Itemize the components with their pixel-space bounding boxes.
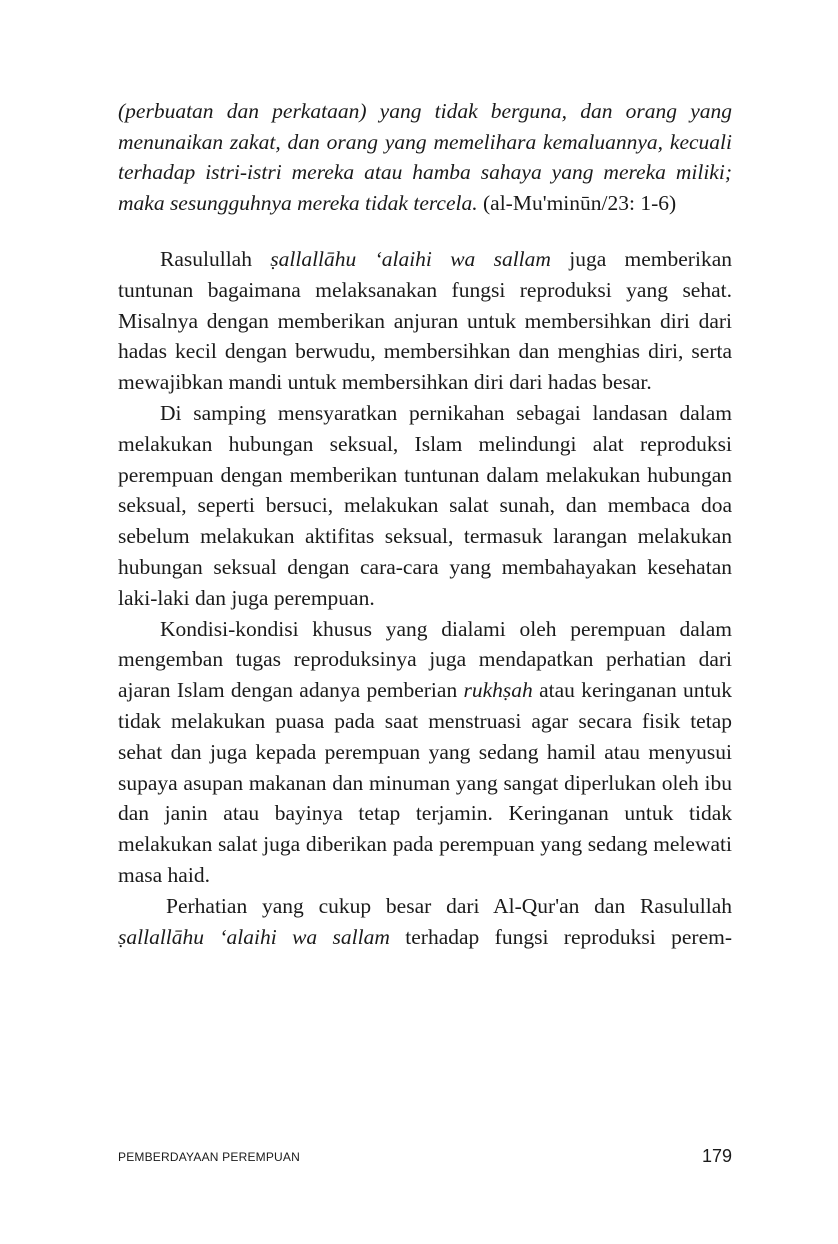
- quran-translation-quote: [118, 96, 732, 218]
- quote-italic-text: (perbuatan dan perkataan) yang tidak berguna, dan orang yang menunaikan zakat, dan orang yang memelihara kemaluannya, kecuali terhadap istri-istri mereka atau hamba sahaya yang mereka miliki; maka sesungguhnya mereka tidak tercela.: [118, 99, 732, 215]
- page-body: [118, 96, 732, 952]
- quote-citation: (al-Mu'minūn/23: 1-6): [477, 190, 677, 215]
- paragraph-1-lead: Rasulullah: [160, 247, 271, 271]
- page-footer: [118, 1146, 732, 1170]
- paragraph-3: [118, 614, 732, 891]
- paragraph-3-term: rukhṣah: [463, 678, 533, 703]
- paragraph-4: [118, 891, 732, 953]
- paragraph-3-lead: Kondisi-kondisi khusus yang dialami oleh perempuan dalam mengemban tugas reproduksinya juga mendapatkan perhatian dari ajaran Islam dengan adanya pemberian: [118, 616, 732, 703]
- paragraph-2: Di samping mensyaratkan pernikahan sebagai landasan dalam melakukan hubungan seksual, Islam melindungi alat reproduksi perempuan dengan memberikan tuntunan dalam melakukan hubungan seksual, seperti bersuci, melakukan salat sunah, dan membaca doa sebelum melakukan aktifitas seksual, termasuk larangan melakukan hubungan seksual dengan cara-cara yang membahayakan kesehatan laki-laki dan juga perempuan.: [118, 400, 732, 610]
- paragraph-1: [118, 244, 732, 398]
- paragraph-1-honorific: ṣallallāhu ‘alaihi wa sallam: [270, 247, 551, 271]
- paragraph-4-honorific: ṣallallāhu ‘alaihi wa sallam: [118, 924, 390, 949]
- paragraph-4-lead: Perhatian yang cukup besar dari Al-Qur'an dan Rasulullah: [166, 893, 732, 918]
- paragraph-3-rest: atau keringanan untuk tidak melakukan puasa pada saat menstruasi agar secara fisik tetap sehat dan juga kepada perempuan yang sedang hamil atau menyusui supaya asupan makanan dan minuman yang sangat diperlukan oleh ibu dan janin atau bayinya tetap terjamin. Keringanan untuk tidak melakukan salat juga diberikan pada perempuan yang sedang melewati masa haid.: [118, 678, 732, 887]
- paragraph-1-rest: juga memberikan tuntunan bagaimana melaksanakan fungsi reproduksi yang sehat. Misalnya dengan memberikan anjuran untuk membersihkan diri dari hadas kecil dengan berwudu, membersihkan dan menghias diri, serta mewajibkan mandi untuk membersihkan diri dari hadas besar.: [118, 247, 732, 395]
- running-title: PEMBERDAYAAN PEREMPUAN: [118, 1150, 300, 1164]
- paragraph-4-rest: terhadap fungsi reproduksi perem-: [389, 924, 732, 949]
- page-number: 179: [701, 1146, 732, 1166]
